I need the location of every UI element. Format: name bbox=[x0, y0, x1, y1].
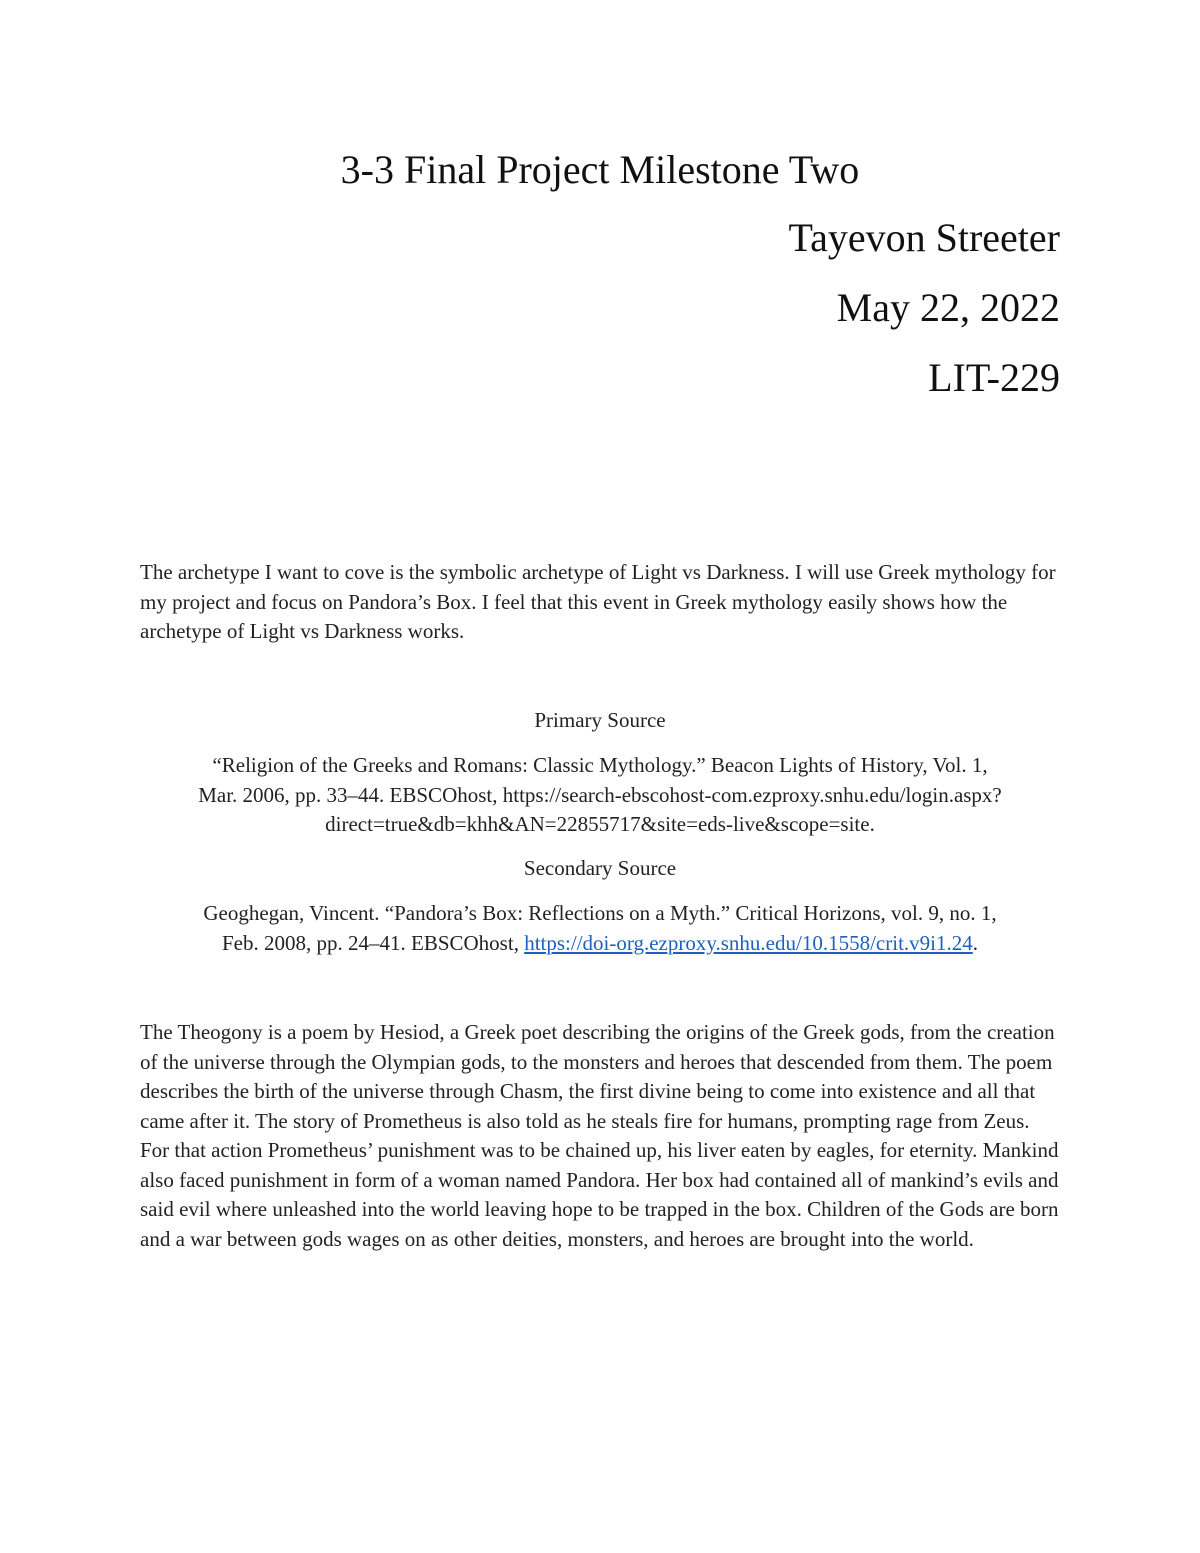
secondary-source-heading: Secondary Source bbox=[523, 856, 677, 880]
course-code: LIT-229 bbox=[928, 355, 1060, 400]
secondary-citation-suffix: . bbox=[972, 930, 978, 955]
secondary-citation-line-1: Geoghegan, Vincent. “Pandora’s Box: Reflections on a Myth.” Critical Horizons, vol. 9, no. 1, bbox=[203, 901, 997, 925]
primary-citation-line-2: Mar. 2006, pp. 33–44. EBSCOhost, https://search-ebscohost-com.ezproxy.snhu.edu/login.aspx? bbox=[198, 782, 1002, 807]
document-date: May 22, 2022 bbox=[836, 285, 1060, 330]
secondary-source-citation bbox=[140, 899, 1060, 958]
primary-source-heading: Primary Source bbox=[534, 708, 666, 732]
primary-citation-line-1: “Religion of the Greeks and Romans: Classic Mythology.” Beacon Lights of History, Vol. 1, bbox=[212, 753, 988, 777]
intro-paragraph: The archetype I want to cove is the symbolic archetype of Light vs Darkness. I will use Greek mythology for my project and focus on Pandora’s Box. I feel that this event in Greek mythology easily shows how the archetype of Light vs Darkness works. bbox=[140, 560, 1056, 643]
primary-citation-line-3: direct=true&db=khh&AN=22855717&site=eds-live&scope=site. bbox=[325, 812, 875, 836]
author-name: Tayevon Streeter bbox=[788, 215, 1060, 260]
secondary-citation-line-2 bbox=[140, 929, 1060, 959]
document-title: 3-3 Final Project Milestone Two bbox=[340, 147, 860, 192]
secondary-citation-prefix: Feb. 2008, pp. 24–41. EBSCOhost, bbox=[222, 930, 525, 955]
theogony-summary-paragraph: The Theogony is a poem by Hesiod, a Greek poet describing the origins of the Greek gods, from the creation of the universe through the Olympian gods, to the monsters and heroes that descended from them. The poem describes the birth of the universe through Chasm, the first divine being to come into existence and all that came after it. The story of Prometheus is also told as he steals fire for humans, prompting rage from Zeus. For that action Prometheus’ punishment was to be chained up, his liver eaten by eagles, for eternity. Mankind also faced punishment in form of a woman named Pandora. Her box had contained all of mankind’s evils and said evil where unleashed into the world leaving hope to be trapped in the box. Children of the Gods are born and a war between gods wages on as other deities, monsters, and heroes are brought into the world. bbox=[140, 1020, 1059, 1251]
doi-link[interactable]: https://doi-org.ezproxy.snhu.edu/10.1558/crit.v9i1.24 bbox=[524, 930, 973, 955]
primary-source-citation bbox=[140, 751, 1060, 840]
